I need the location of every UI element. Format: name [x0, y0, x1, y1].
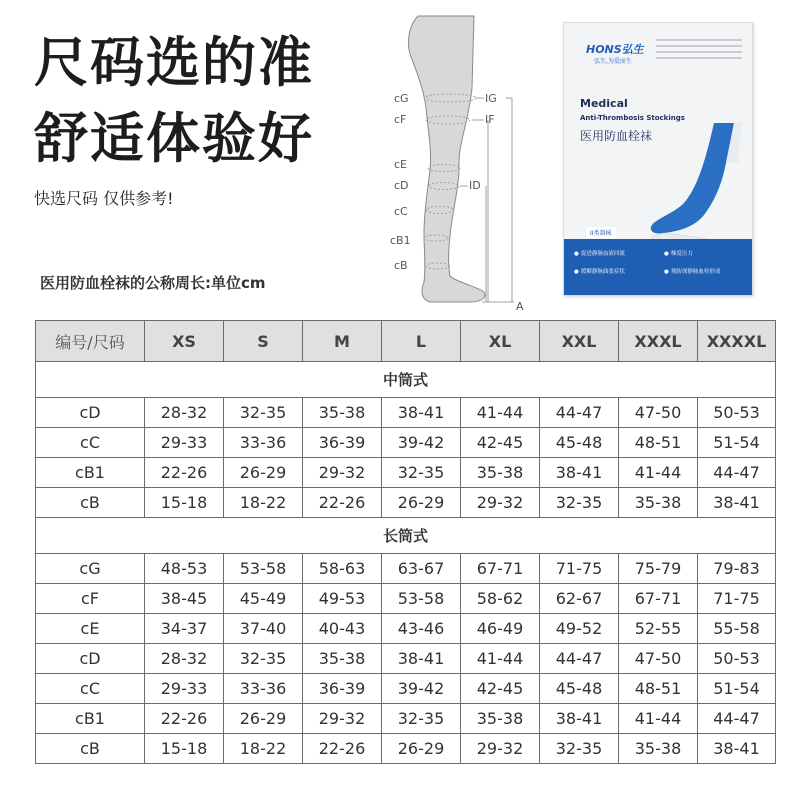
device-class-tag: II类器械: [586, 227, 616, 238]
table-cell: 41-44: [461, 398, 540, 428]
label-cG: cG: [394, 92, 409, 105]
table-cell: 28-32: [145, 644, 224, 674]
table-cell: 38-41: [540, 704, 619, 734]
size-header: XS: [145, 321, 224, 362]
row-label: cB1: [36, 458, 145, 488]
row-label: cF: [36, 584, 145, 614]
table-row: [36, 398, 776, 428]
feature-3: ● 缓解静脉曲张症状: [574, 267, 625, 275]
table-cell: 26-29: [224, 704, 303, 734]
table-cell: 36-39: [303, 674, 382, 704]
table-cell: 35-38: [619, 734, 698, 764]
product-title-cn: 医用防血栓袜: [580, 129, 653, 143]
table-cell: 26-29: [382, 488, 461, 518]
table-cell: 49-53: [303, 584, 382, 614]
table-cell: 41-44: [461, 644, 540, 674]
product-box-image: [563, 22, 753, 296]
fine-print: [656, 39, 742, 67]
table-cell: 47-50: [619, 644, 698, 674]
product-title-en: Medical: [580, 97, 628, 110]
headline-line-1: 尺码选的准: [34, 31, 314, 94]
table-cell: 38-41: [382, 644, 461, 674]
table-cell: 58-63: [303, 554, 382, 584]
table-cell: 75-79: [619, 554, 698, 584]
table-cell: 22-26: [303, 734, 382, 764]
row-label: cD: [36, 398, 145, 428]
table-cell: 58-62: [461, 584, 540, 614]
label-ID: ID: [469, 179, 481, 192]
table-cell: 71-75: [540, 554, 619, 584]
table-cell: 26-29: [382, 734, 461, 764]
table-cell: 35-38: [461, 458, 540, 488]
label-cE: cE: [394, 158, 407, 171]
table-cell: 79-83: [698, 554, 776, 584]
size-header: L: [382, 321, 461, 362]
table-row: [36, 734, 776, 764]
table-cell: 44-47: [540, 398, 619, 428]
table-cell: 29-33: [145, 428, 224, 458]
table-cell: 32-35: [382, 704, 461, 734]
table-cell: 44-47: [698, 458, 776, 488]
table-cell: 45-49: [224, 584, 303, 614]
table-row: [36, 458, 776, 488]
size-header: XXXL: [619, 321, 698, 362]
row-label: cB: [36, 488, 145, 518]
table-cell: 71-75: [698, 584, 776, 614]
label-cB: cB: [394, 259, 408, 272]
size-chart-table: [35, 320, 776, 764]
table-cell: 48-51: [619, 674, 698, 704]
feature-2: ● 梯度压力: [664, 249, 693, 257]
table-cell: 38-41: [382, 398, 461, 428]
table-cell: 49-52: [540, 614, 619, 644]
table-cell: 32-35: [224, 644, 303, 674]
row-label: cC: [36, 674, 145, 704]
table-row: [36, 554, 776, 584]
label-cC: cC: [394, 205, 408, 218]
table-row: [36, 614, 776, 644]
table-cell: 33-36: [224, 674, 303, 704]
brand-slogan: 弘生,为爱而生: [594, 58, 632, 65]
label-IG: IG: [485, 92, 497, 105]
table-cell: 29-32: [461, 734, 540, 764]
table-cell: 42-45: [461, 428, 540, 458]
table-cell: 50-53: [698, 398, 776, 428]
row-label: cC: [36, 428, 145, 458]
table-cell: 38-45: [145, 584, 224, 614]
table-row: [36, 584, 776, 614]
table-cell: 37-40: [224, 614, 303, 644]
row-label: cG: [36, 554, 145, 584]
table-cell: 39-42: [382, 674, 461, 704]
table-row: [36, 674, 776, 704]
table-cell: 62-67: [540, 584, 619, 614]
table-row: [36, 704, 776, 734]
section-title: 长筒式: [36, 518, 776, 554]
table-cell: 15-18: [145, 488, 224, 518]
subtitle: 快选尺码 仅供参考!: [34, 189, 174, 208]
corner-header: 编号/尺码: [36, 321, 145, 362]
table-cell: 28-32: [145, 398, 224, 428]
unit-note: 医用防血栓袜的公称周长:单位cm: [40, 274, 266, 292]
size-header: XXXXL: [698, 321, 776, 362]
table-cell: 51-54: [698, 674, 776, 704]
table-cell: 36-39: [303, 428, 382, 458]
table-cell: 67-71: [461, 554, 540, 584]
table-cell: 35-38: [303, 644, 382, 674]
table-cell: 45-48: [540, 428, 619, 458]
table-cell: 29-33: [145, 674, 224, 704]
table-row: [36, 488, 776, 518]
header-row: [36, 321, 776, 362]
product-subtitle-en: Anti-Thrombosis Stockings: [580, 114, 685, 122]
table-cell: 45-48: [540, 674, 619, 704]
size-header: XXL: [540, 321, 619, 362]
table-cell: 41-44: [619, 704, 698, 734]
table-cell: 46-49: [461, 614, 540, 644]
table-cell: 55-58: [698, 614, 776, 644]
leg-outline: [408, 16, 485, 302]
table-row: [36, 644, 776, 674]
label-cF: cF: [394, 113, 407, 126]
row-label: cD: [36, 644, 145, 674]
table-cell: 35-38: [303, 398, 382, 428]
brand-logo: HONS弘生: [586, 43, 644, 56]
table-cell: 52-55: [619, 614, 698, 644]
table-cell: 32-35: [224, 398, 303, 428]
table-cell: 32-35: [540, 734, 619, 764]
features-band: [564, 239, 752, 295]
table-cell: 38-41: [698, 734, 776, 764]
table-cell: 18-22: [224, 734, 303, 764]
row-label: cB1: [36, 704, 145, 734]
row-label: cE: [36, 614, 145, 644]
table-cell: 39-42: [382, 428, 461, 458]
table-cell: 22-26: [303, 488, 382, 518]
table-row: [36, 428, 776, 458]
row-label: cB: [36, 734, 145, 764]
table-cell: 15-18: [145, 734, 224, 764]
table-cell: 29-32: [461, 488, 540, 518]
table-cell: 18-22: [224, 488, 303, 518]
label-A: A: [516, 300, 524, 312]
table-cell: 41-44: [619, 458, 698, 488]
section-row: [36, 362, 776, 398]
table-cell: 26-29: [224, 458, 303, 488]
table-cell: 32-35: [540, 488, 619, 518]
table-cell: 53-58: [224, 554, 303, 584]
table-cell: 32-35: [382, 458, 461, 488]
table-cell: 35-38: [461, 704, 540, 734]
table-cell: 35-38: [619, 488, 698, 518]
label-IF: IF: [485, 113, 495, 126]
table-cell: 51-54: [698, 428, 776, 458]
table-cell: 40-43: [303, 614, 382, 644]
table-cell: 53-58: [382, 584, 461, 614]
table-cell: 44-47: [698, 704, 776, 734]
table-cell: 43-46: [382, 614, 461, 644]
table-cell: 34-37: [145, 614, 224, 644]
table-cell: 29-32: [303, 704, 382, 734]
feature-4: ● 预防深静脉血栓形成: [664, 267, 720, 275]
headline-line-2: 舒适体验好: [34, 107, 314, 170]
table-cell: 22-26: [145, 458, 224, 488]
table-cell: 48-53: [145, 554, 224, 584]
size-header: S: [224, 321, 303, 362]
table-cell: 33-36: [224, 428, 303, 458]
section-row: [36, 518, 776, 554]
table-cell: 48-51: [619, 428, 698, 458]
stocking-leg-illustration: [634, 123, 744, 243]
label-cB1: cB1: [390, 234, 411, 247]
table-cell: 63-67: [382, 554, 461, 584]
table-cell: 50-53: [698, 644, 776, 674]
size-header: M: [303, 321, 382, 362]
label-cD: cD: [394, 179, 409, 192]
size-header: XL: [461, 321, 540, 362]
table-cell: 22-26: [145, 704, 224, 734]
table-cell: 42-45: [461, 674, 540, 704]
leg-measurement-diagram: [386, 10, 530, 312]
table-cell: 67-71: [619, 584, 698, 614]
table-cell: 47-50: [619, 398, 698, 428]
table-cell: 29-32: [303, 458, 382, 488]
table-cell: 38-41: [698, 488, 776, 518]
section-title: 中筒式: [36, 362, 776, 398]
table-cell: 38-41: [540, 458, 619, 488]
table-cell: 44-47: [540, 644, 619, 674]
feature-1: ● 促进静脉血液回流: [574, 249, 625, 257]
